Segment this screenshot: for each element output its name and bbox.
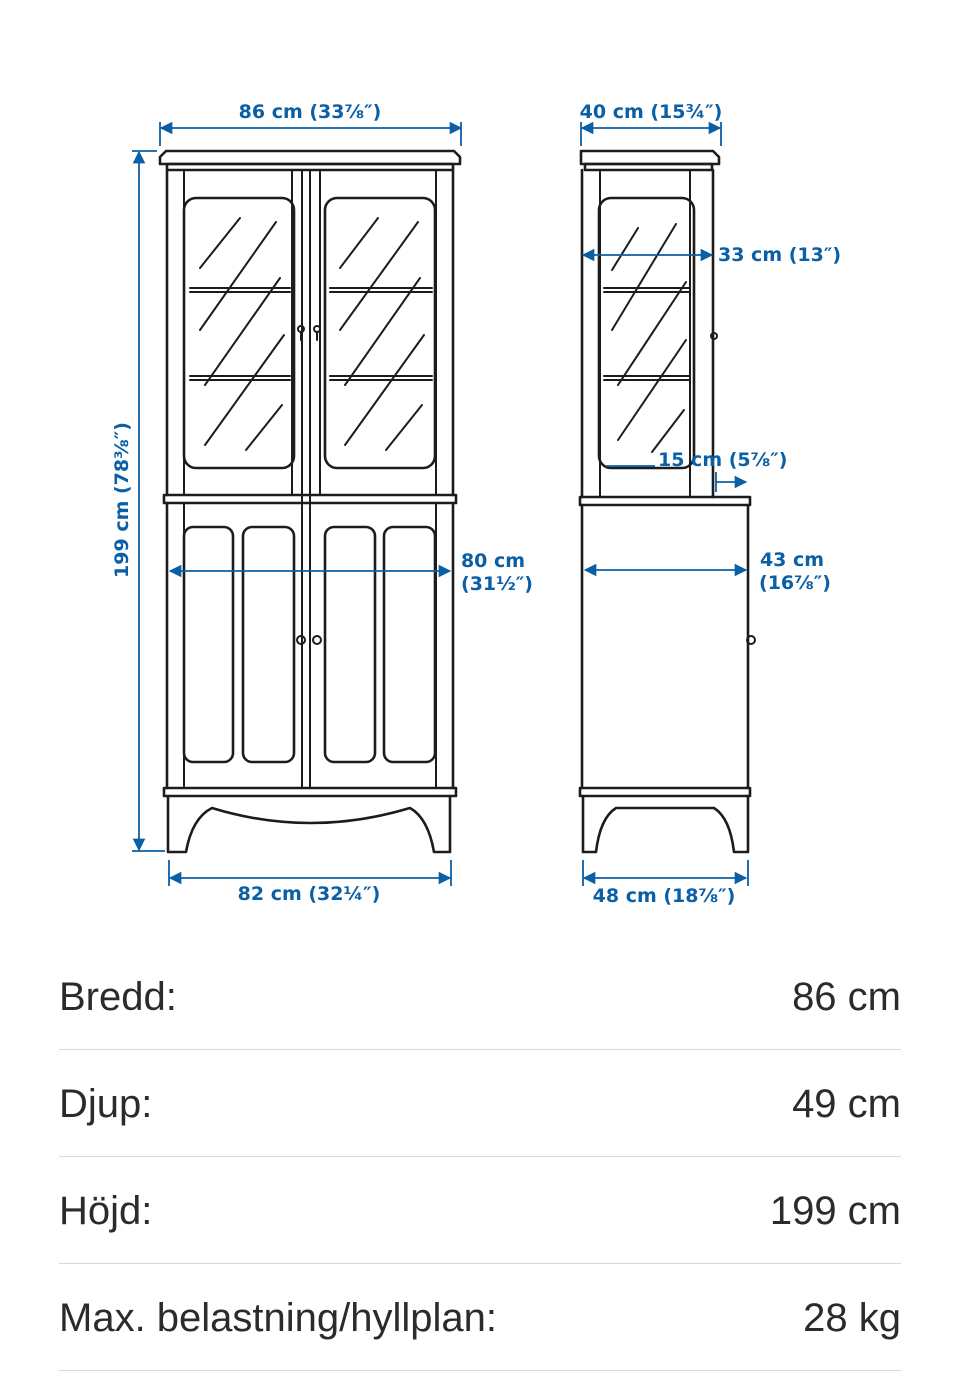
spec-value: 86 cm [792, 974, 901, 1019]
spec-label: Bredd: [59, 974, 177, 1019]
inner-width-label-line2: (31½″) [461, 573, 533, 595]
inner-depth-label-line1: 43 cm [759, 549, 825, 571]
spec-label: Höjd: [59, 1188, 153, 1233]
side-depth-top-label: 40 cm (15¾″) [579, 101, 723, 123]
shelf-depth-label: 33 cm (13″) [718, 244, 842, 266]
front-width-top-label: 86 cm (33⅞″) [238, 101, 382, 123]
specifications-list [59, 943, 901, 1371]
spec-row-height [59, 1157, 901, 1264]
spec-value: 49 cm [792, 1081, 901, 1126]
inner-depth-label-line2: (16⅞″) [759, 572, 831, 594]
spec-row-depth [59, 1050, 901, 1157]
height-label: 199 cm (78⅜″) [111, 422, 133, 578]
spec-row-max-load [59, 1264, 901, 1371]
spec-row-width [59, 943, 901, 1050]
spec-value: 199 cm [769, 1188, 901, 1233]
front-view-cabinet [160, 151, 460, 852]
side-depth-bottom-label: 48 cm (18⅞″) [592, 885, 736, 907]
inner-width-label-line1: 80 cm [460, 550, 526, 572]
spec-label: Max. belastning/hyllplan: [59, 1295, 498, 1340]
spec-value: 28 kg [803, 1295, 901, 1340]
front-width-bottom-label: 82 cm (32¼″) [237, 883, 381, 905]
step-depth-label: 15 cm (5⅞″) [658, 449, 788, 471]
spec-label: Djup: [59, 1081, 153, 1126]
